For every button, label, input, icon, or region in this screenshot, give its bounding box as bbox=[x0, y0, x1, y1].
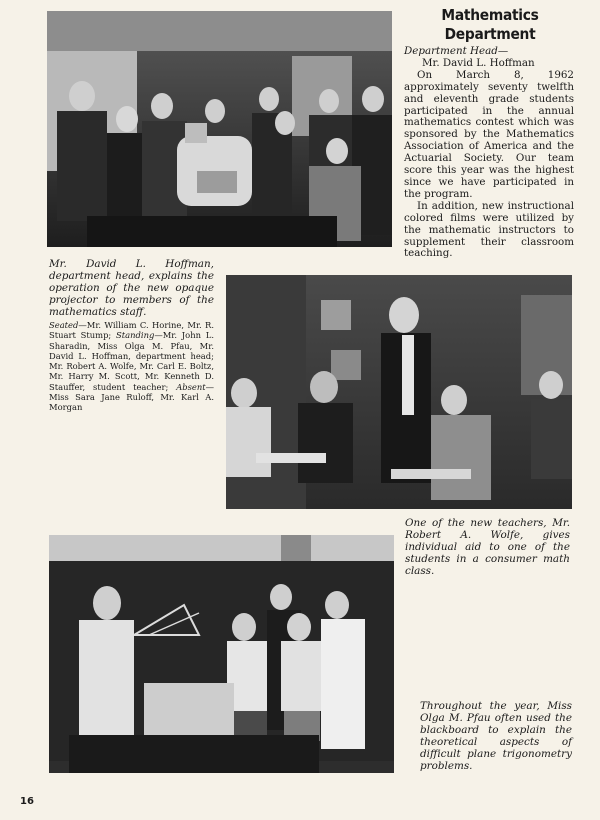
photo1-names-list bbox=[49, 320, 214, 413]
section-title-line2: Department bbox=[444, 25, 536, 43]
staff-projector-photo bbox=[47, 11, 392, 247]
article-paragraph: In addition, new instructional colored films were utilized by the mathematic instructors to supplement their classroom teaching. bbox=[404, 199, 574, 260]
standing-names: —Mr. John L. Sharadin, Miss Olga M. Pfau, Mr. David L. Hoffman, department head; Mr. Robert A. Wolfe, Mr. Carl E. Boltz, Mr. Harry M. Scott, Mr. Kenneth D. Stauffer, student teacher; bbox=[49, 330, 214, 392]
blackboard-trig-photo bbox=[49, 535, 394, 773]
dept-head-label: Department Head— bbox=[404, 45, 509, 57]
article-text bbox=[404, 46, 574, 260]
teacher-aid-photo bbox=[226, 275, 572, 509]
section-title-line1: Mathematics bbox=[441, 6, 539, 24]
photo1-caption: Mr. David L. Hoffman, department head, explains the operation of the new opaque projector to members of the mathematics staff. bbox=[49, 258, 214, 318]
article-paragraph: On March 8, 1962 approximately seventy twelfth and eleventh grade students participated in the annual mathematics contest which was sponsored by the Mathematics Association of America and the Actuarial Society. Our team score this year was the highest since we have participated in the program. bbox=[404, 68, 574, 200]
photo2-caption: One of the new teachers, Mr. Robert A. Wolfe, gives individual aid to one of the students in a consumer math class. bbox=[405, 517, 570, 577]
seated-label: Seated bbox=[49, 320, 79, 330]
standing-label: Standing bbox=[116, 330, 155, 341]
seated-names: —Mr. William C. Horine, Mr. R. Stuart Stump; bbox=[49, 320, 214, 341]
section-title bbox=[416, 6, 563, 44]
page-number: 16 bbox=[20, 796, 34, 807]
dept-head-name: Mr. David L. Hoffman bbox=[422, 56, 535, 69]
photo3-caption: Throughout the year, Miss Olga M. Pfau often used the blackboard to explain the theoretical aspects of difficult plane trigonometry problems. bbox=[420, 700, 572, 772]
absent-names: —Miss Sara Jane Ruloff, Mr. Karl A. Morgan bbox=[49, 381, 215, 413]
absent-label: Absent bbox=[176, 381, 206, 392]
